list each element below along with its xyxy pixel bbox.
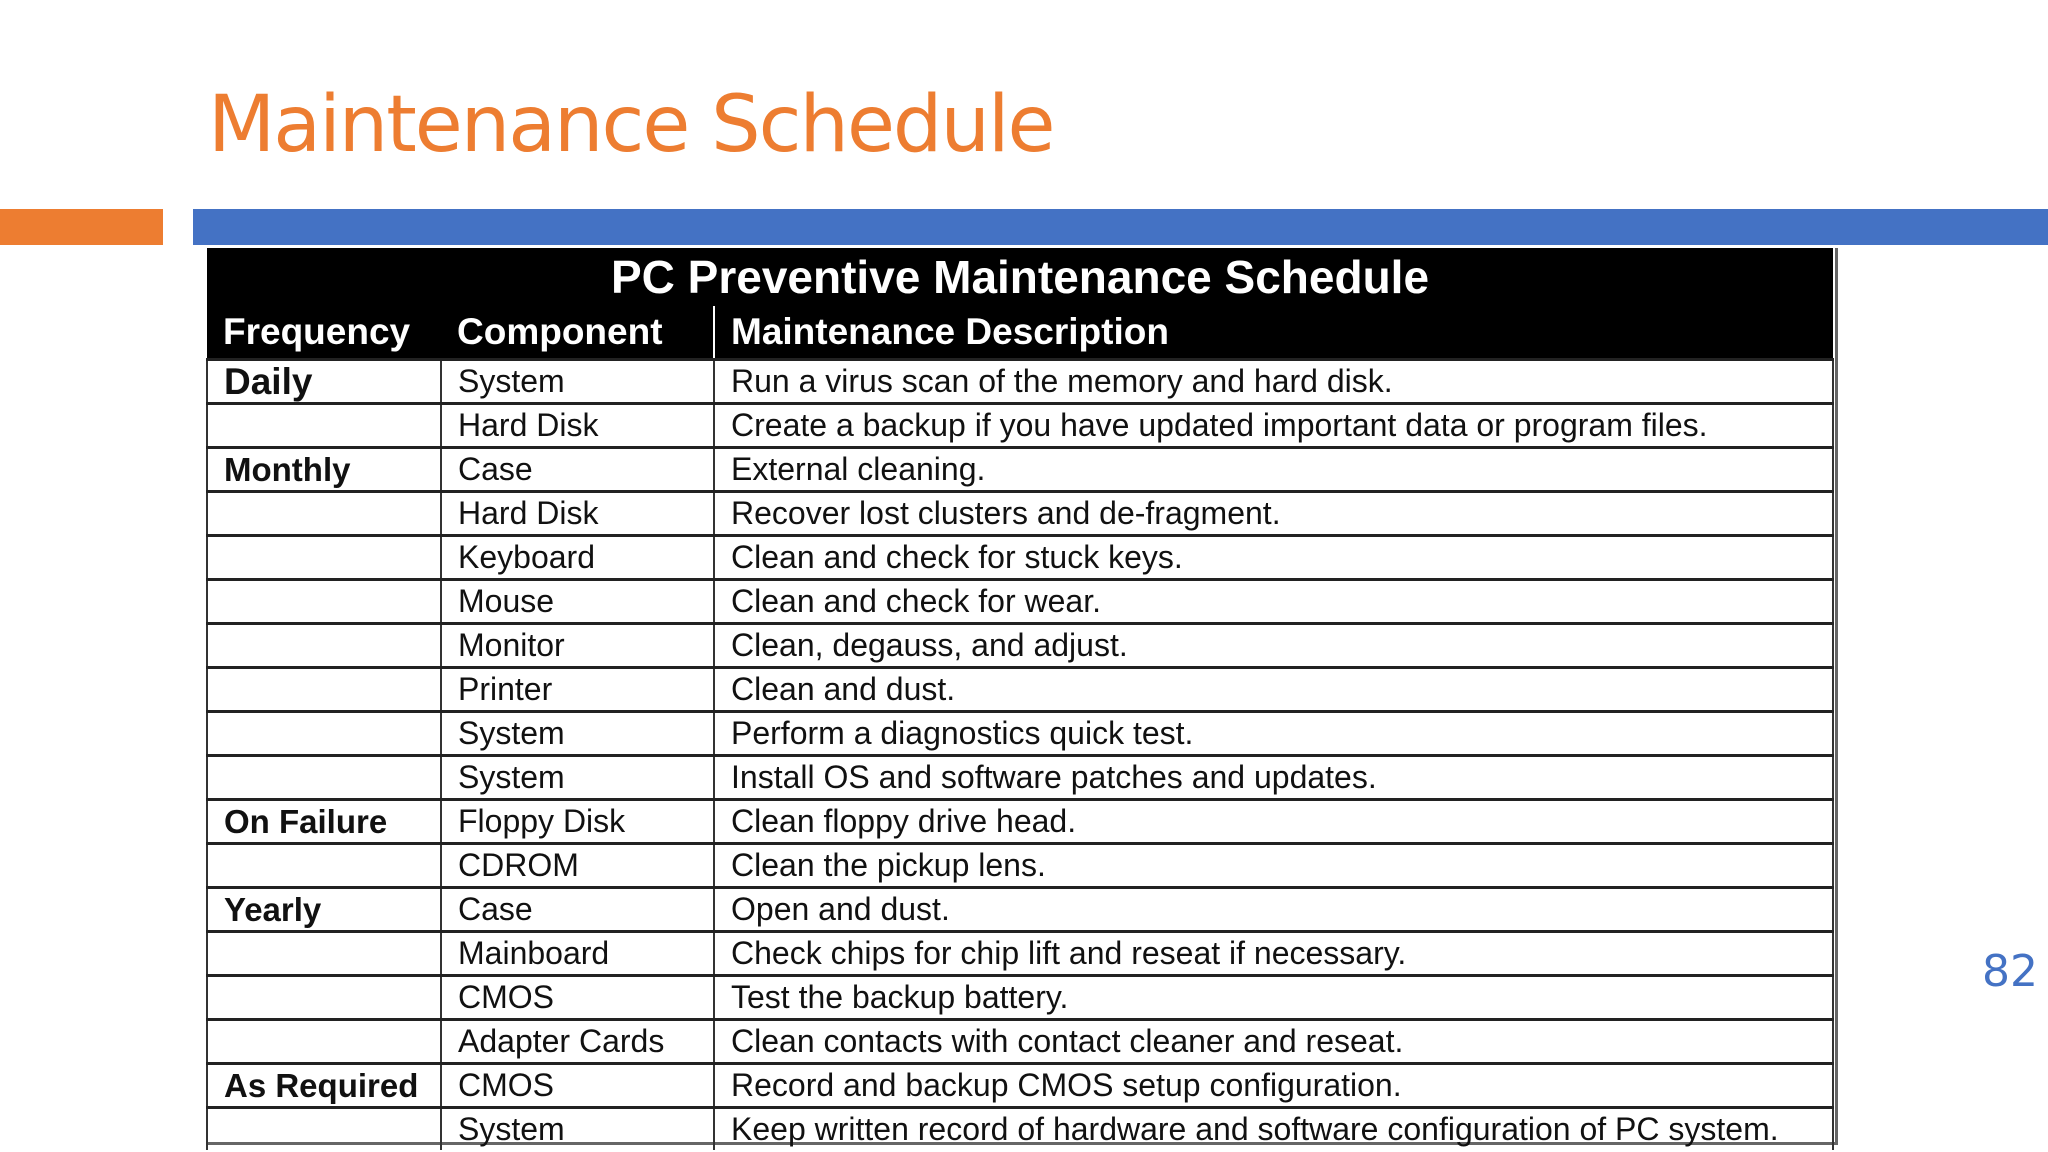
table-body xyxy=(207,360,1833,1151)
cell-description: Install OS and software patches and updates. xyxy=(714,756,1833,800)
cell-component: Case xyxy=(441,888,714,932)
cell-frequency xyxy=(207,844,441,888)
cell-component: Adapter Cards xyxy=(441,1020,714,1064)
table-row xyxy=(207,932,1833,976)
table-caption: PC Preventive Maintenance Schedule xyxy=(207,248,1833,306)
table-row xyxy=(207,624,1833,668)
header-component: Component xyxy=(441,306,714,360)
cell-description: Clean the pickup lens. xyxy=(714,844,1833,888)
cell-description: Perform a diagnostics quick test. xyxy=(714,712,1833,756)
table-row xyxy=(207,888,1833,932)
cell-frequency xyxy=(207,404,441,448)
cell-description: Run a virus scan of the memory and hard disk. xyxy=(714,360,1833,404)
cell-description: Test the backup battery. xyxy=(714,976,1833,1020)
table-row xyxy=(207,404,1833,448)
cell-description: Recover lost clusters and de-fragment. xyxy=(714,492,1833,536)
cell-frequency xyxy=(207,668,441,712)
cell-description: Clean, degauss, and adjust. xyxy=(714,624,1833,668)
table-header-row xyxy=(207,306,1833,360)
table-row xyxy=(207,360,1833,404)
cell-description: Clean contacts with contact cleaner and reseat. xyxy=(714,1020,1833,1064)
cell-component: System xyxy=(441,1108,714,1151)
maintenance-table-image xyxy=(206,248,1838,1145)
page-number: 82 xyxy=(1982,946,2038,997)
maintenance-schedule-table xyxy=(206,248,1834,1150)
table-row xyxy=(207,1108,1833,1151)
cell-description: Record and backup CMOS setup configuration. xyxy=(714,1064,1833,1108)
cell-component: Hard Disk xyxy=(441,404,714,448)
cell-frequency: Monthly xyxy=(207,448,441,492)
cell-component: Floppy Disk xyxy=(441,800,714,844)
cell-description: Clean floppy drive head. xyxy=(714,800,1833,844)
cell-component: Mouse xyxy=(441,580,714,624)
cell-description: Open and dust. xyxy=(714,888,1833,932)
table-row xyxy=(207,1020,1833,1064)
cell-component: System xyxy=(441,712,714,756)
table-row xyxy=(207,976,1833,1020)
cell-frequency xyxy=(207,1020,441,1064)
cell-component: Monitor xyxy=(441,624,714,668)
cell-component: Keyboard xyxy=(441,536,714,580)
header-frequency: Frequency xyxy=(207,306,441,360)
table-row xyxy=(207,536,1833,580)
cell-frequency xyxy=(207,976,441,1020)
table-caption-row xyxy=(207,248,1833,306)
cell-frequency: On Failure xyxy=(207,800,441,844)
slide-title: Maintenance Schedule xyxy=(208,80,1054,170)
cell-frequency xyxy=(207,756,441,800)
cell-component: CMOS xyxy=(441,1064,714,1108)
table-row xyxy=(207,844,1833,888)
cell-frequency xyxy=(207,624,441,668)
cell-component: System xyxy=(441,756,714,800)
cell-frequency xyxy=(207,536,441,580)
table-row xyxy=(207,580,1833,624)
cell-frequency xyxy=(207,712,441,756)
cell-frequency xyxy=(207,492,441,536)
cell-description: Clean and check for stuck keys. xyxy=(714,536,1833,580)
table-row xyxy=(207,492,1833,536)
cell-component: Printer xyxy=(441,668,714,712)
cell-component: CMOS xyxy=(441,976,714,1020)
cell-description: External cleaning. xyxy=(714,448,1833,492)
cell-component: CDROM xyxy=(441,844,714,888)
cell-frequency: Daily xyxy=(207,360,441,404)
table-row xyxy=(207,448,1833,492)
cell-component: System xyxy=(441,360,714,404)
accent-bar-blue xyxy=(193,209,2048,245)
table-row xyxy=(207,800,1833,844)
cell-component: Mainboard xyxy=(441,932,714,976)
cell-frequency xyxy=(207,580,441,624)
cell-frequency: As Required xyxy=(207,1064,441,1108)
table-row xyxy=(207,712,1833,756)
table-row xyxy=(207,1064,1833,1108)
cell-frequency: Yearly xyxy=(207,888,441,932)
cell-frequency xyxy=(207,1108,441,1151)
cell-description: Create a backup if you have updated important data or program files. xyxy=(714,404,1833,448)
cell-component: Hard Disk xyxy=(441,492,714,536)
header-description: Maintenance Description xyxy=(714,306,1833,360)
cell-description: Clean and check for wear. xyxy=(714,580,1833,624)
cell-description: Keep written record of hardware and software configuration of PC system. xyxy=(714,1108,1833,1151)
cell-description: Check chips for chip lift and reseat if necessary. xyxy=(714,932,1833,976)
cell-frequency xyxy=(207,932,441,976)
table-row xyxy=(207,668,1833,712)
cell-component: Case xyxy=(441,448,714,492)
table-row xyxy=(207,756,1833,800)
accent-bar-orange xyxy=(0,209,163,245)
cell-description: Clean and dust. xyxy=(714,668,1833,712)
